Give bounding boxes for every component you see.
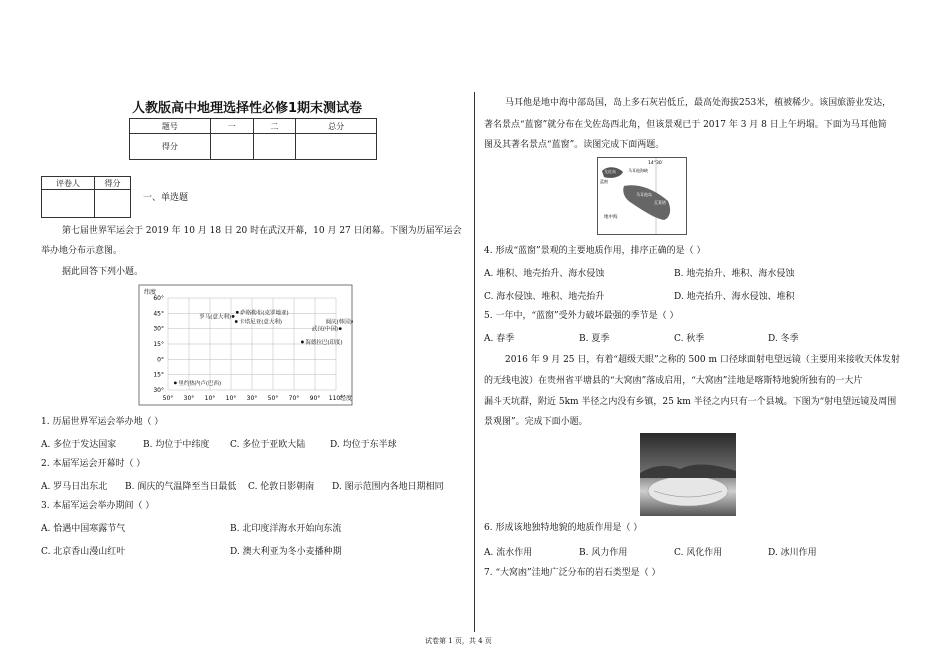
- x-tick-label: 10°: [225, 395, 237, 402]
- venue-label: 萨格勒布(克罗地亚): [240, 310, 289, 317]
- q2-option-c: C. 伦敦日影朝南: [248, 482, 315, 492]
- venue-point: [232, 315, 235, 318]
- intro-line: 举办地分布示意图。: [41, 246, 123, 256]
- map-lon-label: 14°30′: [648, 161, 663, 166]
- venue-label: 海德拉巴(印度): [305, 339, 343, 346]
- q2-option-b: B. 阆庆的气温降至当日最低: [125, 482, 237, 492]
- question-5: 5. 一年中，“蓝窗”受外力破坏最强的季节是（ ）: [484, 311, 679, 321]
- score-cell: [296, 134, 377, 160]
- y-axis-label: 纬度: [144, 289, 157, 296]
- map-label: 戈佐岛: [604, 169, 616, 174]
- score-cell: 题号: [130, 119, 211, 134]
- q4-option-b: B. 地壳抬升、堆积、海水侵蚀: [674, 269, 795, 279]
- q4-option-a: A. 堆积、地壳抬升、海水侵蚀: [484, 269, 605, 279]
- q6-option-c: C. 风化作用: [674, 548, 723, 558]
- y-tick-label: 15°: [153, 341, 164, 348]
- grader-label: 评卷人: [42, 177, 95, 190]
- q4-option-d: D. 地壳抬升、海水侵蚀、堆积: [674, 292, 795, 302]
- q2-option-a: A. 罗马日出东北: [41, 482, 108, 492]
- q6-option-b: B. 风力作用: [579, 548, 628, 558]
- page-title: 人教版高中地理选择性必修1期末测试卷: [132, 101, 363, 116]
- q5-option-a: A. 春季: [484, 334, 515, 344]
- score-cell: 总分: [296, 119, 377, 134]
- q1-option-d: D. 均位于东半球: [330, 440, 397, 450]
- y-tick-label: 0°: [157, 356, 164, 364]
- y-tick-label: 60°: [153, 295, 164, 302]
- q1-option-c: C. 多位于亚欧大陆: [230, 440, 306, 450]
- x-tick-label: 90°: [309, 395, 321, 402]
- venue-label: 里约热内卢(巴西): [178, 380, 222, 387]
- intro-line: 据此回答下列小题。: [62, 267, 144, 277]
- venue-point: [301, 341, 304, 344]
- question-4: 4. 形成“蓝窗”景观的主要地质作用，排序正确的是（ ）: [484, 246, 706, 256]
- y-tick-label: 30°: [153, 325, 164, 333]
- venue-point: [235, 320, 238, 323]
- score-cell: 二: [253, 119, 296, 134]
- q6-option-a: A. 流水作用: [484, 548, 533, 558]
- dish-shape: [648, 476, 728, 506]
- x-tick-label: 30°: [183, 395, 195, 402]
- question-7: 7. “大窝凼”洼地广泛分布的岩石类型是（ ）: [484, 568, 661, 578]
- map-label: 马耳他岛: [636, 192, 652, 197]
- x-tick-label: 10°: [204, 395, 216, 402]
- venue-point: [236, 311, 239, 314]
- venue-label: 阆庆(韩国): [325, 319, 352, 326]
- q5-option-b: B. 夏季: [579, 334, 610, 344]
- q3-option-d: D. 澳大利亚为冬小麦播种期: [230, 547, 342, 557]
- fast-intro-line: 2016 年 9 月 25 日，有着“超级天眼”之称的 500 m 口径球面射电望远镜（主要用来接收天体发射: [505, 355, 900, 365]
- q3-option-c: C. 北京香山漫山红叶: [41, 547, 126, 557]
- fast-intro-line: 漏斗天坑群，附近 5km 半径之内没有乡镇，25 km 半径之内只有一个县城。下图为“射电望远镜及周围: [484, 397, 897, 407]
- map-label: 地中海: [604, 215, 618, 220]
- grader-cell: [42, 190, 95, 218]
- question-1: 1. 历届世界军运会举办地（ ）: [41, 417, 164, 427]
- question-6: 6. 形成该地独特地貌的地质作用是（ ）: [484, 523, 643, 533]
- q5-option-d: D. 冬季: [768, 334, 799, 344]
- x-tick-label: 30°: [246, 395, 258, 402]
- column-divider: [474, 92, 475, 632]
- intro-line: 第七届世界军运会于 2019 年 10 月 18 日 20 时在武汉开幕，10 月 27 日闭幕。下图为历届军运会: [62, 226, 462, 236]
- score-label: 得分: [94, 177, 130, 190]
- q1-option-b: B. 均位于中纬度: [143, 440, 210, 450]
- score-cell: [94, 190, 130, 218]
- score-cell: [210, 134, 253, 160]
- score-cell: 一: [210, 119, 253, 134]
- q4-option-c: C. 海水侵蚀、堆积、地壳抬升: [484, 292, 605, 302]
- malta-intro-line: 马耳他是地中海中部岛国，岛上多石灰岩低丘，最高处海拔253米，植被稀少。该国旅游业发达，: [505, 98, 892, 108]
- venue-point: [174, 381, 177, 384]
- y-tick-label: 45°: [153, 310, 164, 318]
- question-3: 3. 本届军运会举办期间（ ）: [41, 501, 155, 511]
- q3-option-a: A. 恰遇中国寒露节气: [41, 524, 126, 534]
- venue-label: 武汉(中国): [311, 326, 339, 333]
- fast-intro-line: 的无线电波）在贵州省平塘县的“大窝凼”落成启用，“大窝凼”洼地是喀斯特地貌所独有的一大片: [484, 376, 863, 386]
- grader-box: [41, 176, 131, 218]
- x-tick-label: 经度: [339, 395, 353, 402]
- section-heading: 一、单选题: [143, 193, 189, 203]
- q1-option-a: A. 多位于发达国家: [41, 440, 117, 450]
- map-label: 马耳他海峡: [628, 168, 648, 173]
- q5-option-c: C. 秋季: [674, 334, 705, 344]
- venue-point: [352, 320, 353, 323]
- score-table: [129, 118, 377, 160]
- hill-shape: [640, 464, 736, 478]
- telescope-photo: [640, 433, 736, 516]
- malta-map-drawing: [598, 158, 686, 234]
- venue-point: [339, 327, 342, 330]
- map-label: 瓦莱塔: [654, 200, 666, 205]
- y-tick-label: 30°: [153, 387, 164, 394]
- telescope-photo-drawing: [640, 433, 736, 516]
- q3-option-b: B. 北印度洋海水开始向东流: [230, 524, 342, 534]
- fast-intro-line: 景观图”。完成下面小题。: [484, 417, 588, 427]
- page-footer: 试卷第 1 页，共 4 页: [425, 637, 492, 645]
- question-2: 2. 本届军运会开幕时（ ）: [41, 459, 146, 469]
- x-tick-label: 50°: [162, 395, 174, 402]
- q2-option-d: D. 图示范围内各地日期相同: [332, 482, 444, 492]
- venue-label: 罗马(意大利): [199, 314, 232, 321]
- score-cell: [253, 134, 296, 160]
- x-tick-label: 110°: [328, 395, 344, 402]
- y-tick-label: 15°: [153, 371, 164, 379]
- x-tick-label: 70°: [288, 395, 300, 402]
- malta-intro-line: 图及其著名景点“蓝窗”。读图完成下面两题。: [484, 140, 665, 150]
- score-cell: 得分: [130, 134, 211, 160]
- q6-option-d: D. 冰川作用: [768, 548, 817, 558]
- venue-label: 卡塔尼亚(意大利): [239, 319, 283, 326]
- venue-map-chart: [138, 284, 353, 406]
- malta-map: [597, 157, 687, 235]
- malta-intro-line: 著名景点“蓝窗”就分布在戈佐岛西北角，但该景观已于 2017 年 3 月 8 日上午坍塌。下面为马耳他简: [484, 120, 887, 130]
- x-tick-label: 50°: [267, 395, 279, 402]
- map-label: 蓝窗: [600, 179, 608, 184]
